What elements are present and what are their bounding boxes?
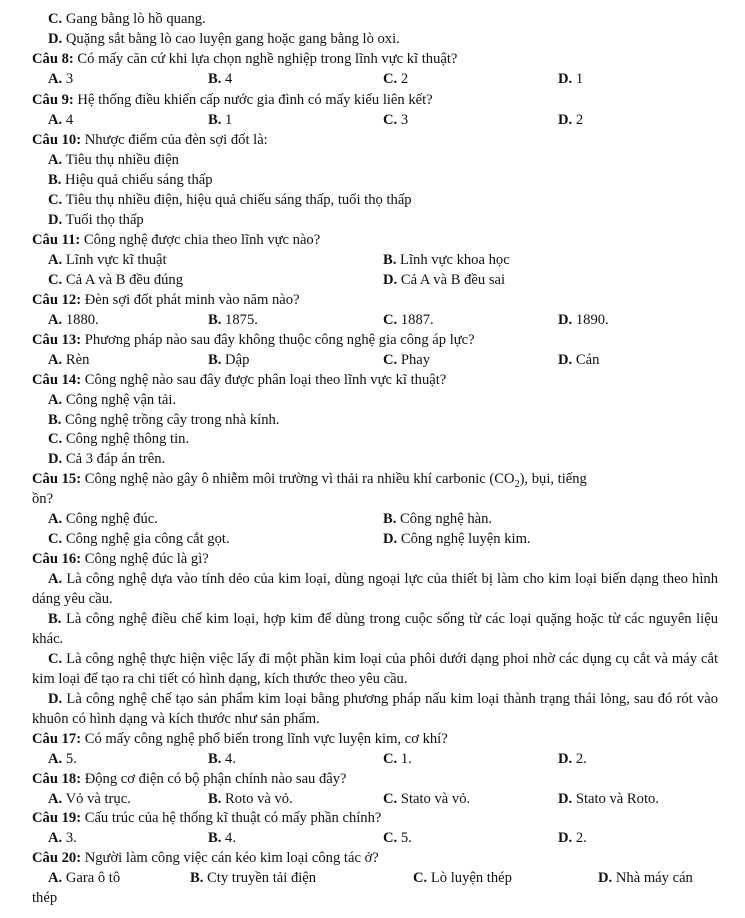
q12-option-b: B. 1875. xyxy=(208,312,258,328)
q16-option-b: B. Là công nghệ điều chế kim loại, hợp kim để dùng trong cuộc sống từ các loại quặng hoặc từ các nguyên liệu khác. xyxy=(32,611,719,647)
q10-option-b: B. Hiệu quả chiếu sáng thấp xyxy=(48,172,213,188)
q18-option-b: B. Roto và vỏ. xyxy=(208,791,293,807)
question-20: Câu 20: Người làm công việc cán kéo kim loại công tác ở? xyxy=(32,850,379,866)
question-13: Câu 13: Phương pháp nào sau đây không thuộc công nghệ gia công áp lực? xyxy=(32,332,475,348)
q17-option-a: A. 5. xyxy=(48,751,77,767)
q13-option-d: D. Cán xyxy=(558,352,600,368)
question-8: Câu 8: Có mấy căn cứ khi lựa chọn nghề nghiệp trong lĩnh vực kĩ thuật? xyxy=(32,51,458,67)
question-14: Câu 14: Công nghệ nào sau đây được phân loại theo lĩnh vực kĩ thuật? xyxy=(32,372,447,388)
question-17: Câu 17: Có mấy công nghệ phổ biến trong lĩnh vực luyện kim, cơ khí? xyxy=(32,731,448,747)
q19-option-d: D. 2. xyxy=(558,830,587,846)
q13-option-c: C. Phay xyxy=(383,352,431,368)
q15-option-a: A. Công nghệ đúc. xyxy=(48,511,158,527)
q16-option-a: A. Là công nghệ dựa vào tính dẻo của kim loại, dùng ngoại lực của thiết bị làm cho kim loại biến dạng theo hình dáng yêu cầu. xyxy=(32,571,718,607)
q9-option-b: B. 1 xyxy=(208,112,233,128)
q8-option-d: D. 1 xyxy=(558,71,584,87)
q15-option-c: C. Công nghệ gia công cắt gọt. xyxy=(48,531,230,547)
q11-option-d: D. Cả A và B đều sai xyxy=(383,272,506,288)
q8-option-a: A. 3 xyxy=(48,71,74,87)
q12-option-c: C. 1887. xyxy=(383,312,434,328)
q14-option-b: B. Công nghệ trồng cây trong nhà kính. xyxy=(48,412,280,428)
q11-option-a: A. Lĩnh vực kĩ thuật xyxy=(48,252,167,268)
q17-option-d: D. 2. xyxy=(558,751,587,767)
question-9: Câu 9: Hệ thống điều khiển cấp nước gia đình có mấy kiểu liên kết? xyxy=(32,92,433,108)
q9-option-a: A. 4 xyxy=(48,112,74,128)
q11-option-c: C. Cả A và B đều đúng xyxy=(48,272,184,288)
q20-option-c: C. Lò luyện thép xyxy=(413,870,512,886)
q20-option-d-wrap: thép xyxy=(32,890,58,906)
question-18: Câu 18: Động cơ điện có bộ phận chính nào sau đây? xyxy=(32,771,347,787)
q9-option-c: C. 3 xyxy=(383,112,409,128)
q8-option-c: C. 2 xyxy=(383,71,409,87)
q20-option-d: D. Nhà máy cán xyxy=(598,870,693,886)
q19-option-a: A. 3. xyxy=(48,830,77,846)
question-15: Câu 15: Công nghệ nào gây ô nhiễm môi trường vì thải ra nhiều khí carbonic $(CO_2)$, bụi, tiếng xyxy=(32,471,587,490)
question-16: Câu 16: Công nghệ đúc là gì? xyxy=(32,551,209,567)
question-10: Câu 10: Nhược điểm của đèn sợi đốt là: xyxy=(32,132,268,148)
q11-option-b: B. Lĩnh vực khoa học xyxy=(383,252,510,268)
question-15-wrap: ồn? xyxy=(32,491,54,507)
q18-option-c: C. Stato và vỏ. xyxy=(383,791,471,807)
q10-option-a: A. Tiêu thụ nhiều điện xyxy=(48,152,179,168)
q19-option-b: B. 4. xyxy=(208,830,236,846)
q15-option-d: D. Công nghệ luyện kim. xyxy=(383,531,531,547)
q18-option-d: D. Stato và Roto. xyxy=(558,791,659,807)
q20-option-b: B. Cty truyền tải điện xyxy=(190,870,317,886)
q13-option-b: B. Dập xyxy=(208,352,250,368)
q20-option-a: A. Gara ô tô xyxy=(48,870,121,886)
q14-option-a: A. Công nghệ vận tải. xyxy=(48,392,177,408)
q18-option-a: A. Vỏ và trục. xyxy=(48,791,131,807)
question-19: Câu 19: Cấu trúc của hệ thống kĩ thuật có mấy phần chính? xyxy=(32,810,382,826)
q17-option-b: B. 4. xyxy=(208,751,236,767)
q8-option-b: B. 4 xyxy=(208,71,233,87)
q14-option-c: C. Công nghệ thông tin. xyxy=(48,431,190,447)
q19-option-c: C. 5. xyxy=(383,830,412,846)
q15-option-b: B. Công nghệ hàn. xyxy=(383,511,493,527)
prev-option-d: D. Quặng sắt bằng lò cao luyện gang hoặc gang bằng lò oxi. xyxy=(48,31,400,47)
q12-option-d: D. 1890. xyxy=(558,312,609,328)
q16-option-d: D. Là công nghệ chế tạo sản phẩm kim loại bằng phương pháp nấu kim loại thành trạng thái lỏng, sau đó rót vào khuôn có hình dạng và kích thước như sản phẩm. xyxy=(32,691,718,727)
q17-option-c: C. 1. xyxy=(383,751,412,767)
q14-option-d: D. Cả 3 đáp án trên. xyxy=(48,451,166,467)
q16-option-c: C. Là công nghệ thực hiện việc lấy đi một phần kim loại của phôi dưới dạng phoi nhờ các dụng cụ cắt và máy cắt kim loại để tạo ra chi tiết có hình dạng, kích thước theo yêu cầu. xyxy=(32,651,719,687)
q10-option-c: C. Tiêu thụ nhiều điện, hiệu quả chiếu sáng thấp, tuổi thọ thấp xyxy=(48,192,412,208)
q9-option-d: D. 2 xyxy=(558,112,584,128)
q13-option-a: A. Rèn xyxy=(48,352,90,368)
prev-option-c: C. Gang bằng lò hồ quang. xyxy=(48,11,206,27)
q10-option-d: D. Tuổi thọ thấp xyxy=(48,212,144,228)
question-11: Câu 11: Công nghệ được chia theo lĩnh vực nào? xyxy=(32,232,321,248)
question-12: Câu 12: Đèn sợi đốt phát minh vào năm nào? xyxy=(32,292,300,308)
q12-option-a: A. 1880. xyxy=(48,312,99,328)
